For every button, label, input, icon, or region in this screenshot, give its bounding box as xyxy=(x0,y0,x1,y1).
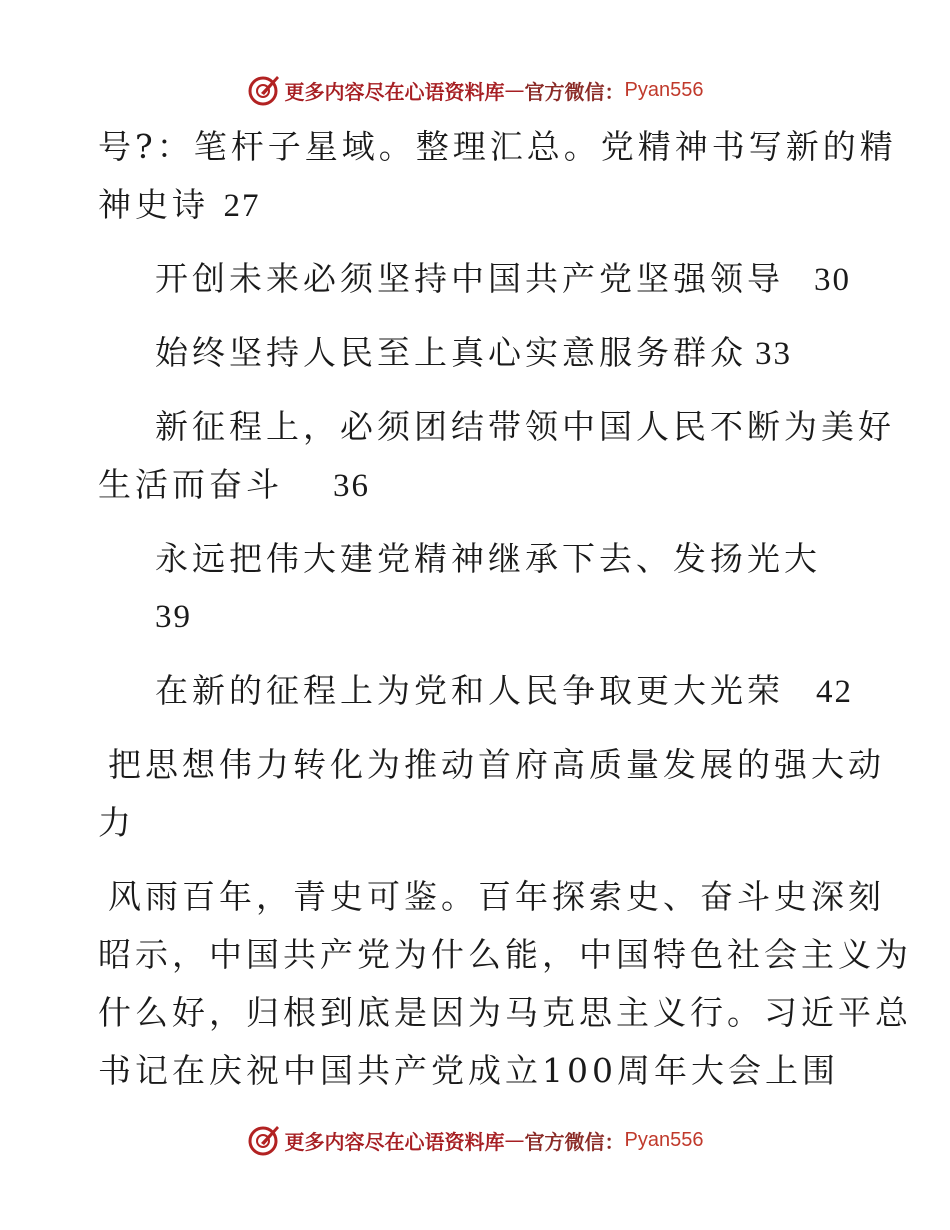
header-dash: — xyxy=(504,78,525,102)
quill-logo-icon xyxy=(247,1123,281,1157)
toc-entry-6 xyxy=(155,671,853,712)
header-wechat-id: Pyan556 xyxy=(624,78,704,101)
toc-entry-6-title: 在新的征程上为党和人民争取更大光荣 xyxy=(155,671,784,710)
toc-entry-1-page: 27 xyxy=(223,188,261,224)
toc-entry-4-line-1: 新征程上，必须团结带领中国人民不断为美好 xyxy=(155,407,895,446)
body-line-3: 什么好，归根到底是因为马克思主义行。习近平总 xyxy=(98,993,912,1032)
toc-entry-1-title-tail: 神史诗 xyxy=(98,185,209,224)
toc-entry-6-page: 42 xyxy=(816,674,853,710)
footer-official-label: 官方微信： xyxy=(524,1129,625,1154)
toc-entry-1-line-1: 号?：笔杆子星域。整理汇总。党精神书写新的精 xyxy=(98,127,897,166)
toc-entry-4-line-2 xyxy=(98,465,370,506)
section-heading-line-2: 力 xyxy=(98,803,135,842)
toc-entry-3-title: 始终坚持人民至上真心实意服务群众 xyxy=(155,333,747,372)
toc-entry-3-page: 33 xyxy=(755,336,792,372)
body-line-4: 书记在庆祝中国共产党成立100周年大会上围 xyxy=(98,1051,839,1090)
toc-entry-1-line-2 xyxy=(98,185,261,226)
toc-entry-2-page: 30 xyxy=(814,262,851,298)
toc-entry-2 xyxy=(155,259,851,300)
body-line-2: 昭示，中国共产党为什么能，中国特色社会主义为 xyxy=(98,935,912,974)
toc-entry-5-page: 39 xyxy=(155,599,192,635)
body-line-1: 风雨百年，青史可鉴。百年探索史、奋斗史深刻 xyxy=(108,877,885,916)
quill-logo-icon xyxy=(247,73,281,107)
header-banner xyxy=(0,70,950,110)
toc-entry-5-title: 永远把伟大建党精神继承下去、发扬光大 xyxy=(155,539,821,578)
toc-entry-4-page: 36 xyxy=(333,468,370,504)
footer-banner xyxy=(0,1120,950,1160)
section-heading-line-1: 把思想伟力转化为推动首府高质量发展的强大动 xyxy=(108,745,885,784)
footer-dash: — xyxy=(504,1128,525,1152)
header-brand: 更多内容尽在心语资料库 xyxy=(284,79,505,104)
header-official-label: 官方微信： xyxy=(524,79,625,104)
toc-entry-3 xyxy=(155,333,792,374)
toc-entry-2-title: 开创未来必须坚持中国共产党坚强领导 xyxy=(155,259,784,298)
footer-wechat-id: Pyan556 xyxy=(624,1128,704,1151)
footer-brand: 更多内容尽在心语资料库 xyxy=(284,1129,505,1154)
toc-entry-4-title-tail: 生活而奋斗 xyxy=(98,465,283,504)
